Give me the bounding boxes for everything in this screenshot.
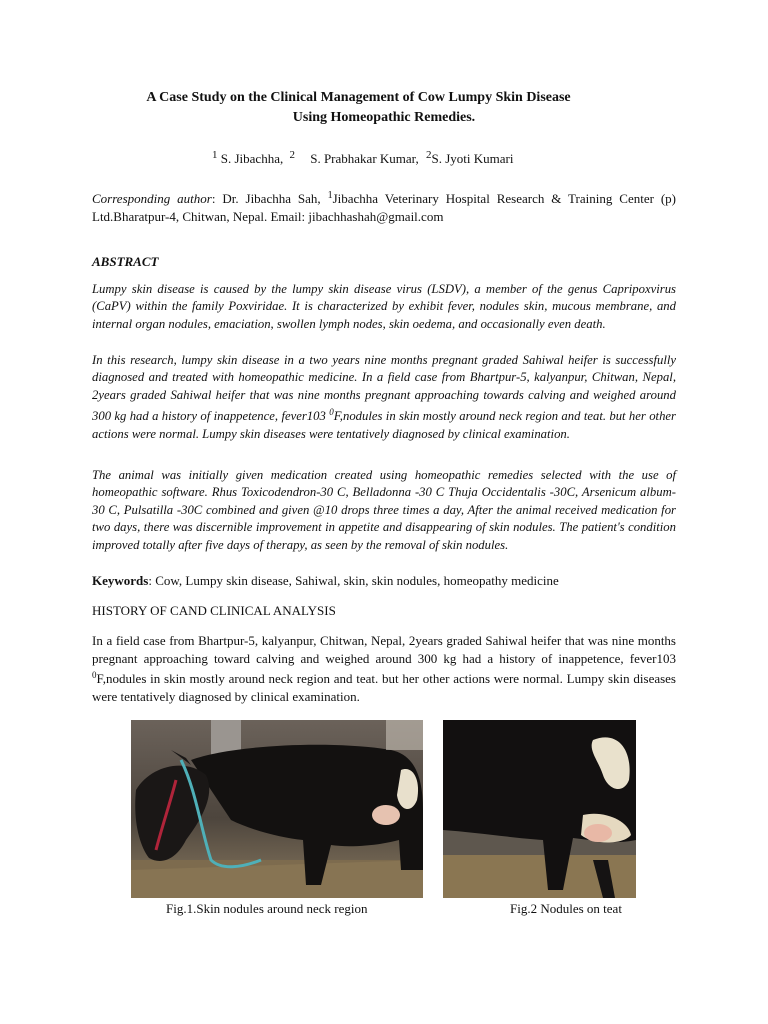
figure-2-caption: Fig.2 Nodules on teat [510, 901, 622, 916]
corresponding-affiliation: 1 [327, 190, 333, 201]
corresponding-author [92, 187, 676, 226]
keywords-label: Keywords [92, 573, 149, 588]
history-text-b: F,nodules in skin mostly around neck region and teat. but her other actions were normal. Lumpy skin diseases were tentatively diagnosed by clinical examination. [92, 671, 676, 704]
abstract-paragraph-1: Lumpy skin disease is caused by the lumpy skin disease virus (LSDV), a member of the genus Capripoxvirus (CaPV) within the family Poxviridae. It is characterized by exhibit fever, nodules skin, mucous membrane, and internal organ nodules, emaciation, swollen lymph nodes, skin oedema, and occasionally even death. [92, 282, 676, 331]
degree-sup: 0 [329, 407, 334, 418]
keywords [92, 572, 559, 590]
abstract-p2-text-b: F,nodules in skin mostly around neck region and teat. but her other actions were normal. Lumpy skin diseases were tentatively diagnosed by clinical examination. [92, 409, 676, 441]
history-heading: HISTORY OF CAND CLINICAL ANALYSIS [92, 603, 336, 618]
corresponding-text-a: : Dr. Jibachha Sah, [211, 191, 328, 206]
figure-1-caption: Fig.1.Skin nodules around neck region [166, 901, 368, 916]
author-list [212, 146, 513, 168]
title-line-1: A Case Study on the Clinical Management of Cow Lumpy Skin Disease [146, 90, 571, 105]
cow-neck-photo-illustration [131, 720, 423, 898]
author-3-affiliation: 2 [425, 149, 432, 161]
history-text-a: In a field case from Bhartpur-5, kalyanpur, Chitwan, Nepal, 2years graded Sahiwal heifer that was nine months pregnant approaching toward calving and weighed around 300 kg had a history of inappetence, fever103 [92, 633, 676, 666]
title-line-2: Using Homeopathic Remedies. [292, 110, 476, 125]
author-3-name: S. Jyoti Kumari [431, 151, 514, 166]
author-2-name: S. Prabhakar Kumar, [310, 151, 419, 166]
abstract-p2-text-a: In this research, lumpy skin disease in a two years nine months pregnant graded Sahiwal heifer is successfully diagnosed and treated with homeopathic medicine. In a field case from Bhartpur-5, kalyanpur, Chitwan, Nepal, 2years graded Sahiwal heifer that was nine months pregnant approaching towards calving and weighed around 300 kg had a history of inappetence, fever103 [92, 353, 676, 424]
corresponding-label: Corresponding author [92, 191, 212, 206]
figure-2-photo [443, 720, 636, 898]
degree-sup: 0 [92, 670, 97, 681]
author-2-affiliation: 2 [289, 149, 295, 161]
keywords-text: : Cow, Lumpy skin disease, Sahiwal, skin, skin nodules, homeopathy medicine [148, 573, 559, 588]
paper-title [92, 88, 676, 128]
abstract-paragraph-3: The animal was initially given medication created using homeopathic remedies selected with the use of homeopathic software. Rhus Toxicodendron-30 C, Belladonna -30 C Thuja Occidentalis -30C, Arsenicum album- 30 C, Pulsatilla -30C combined and given @10 drops three times a day, After the animal received medication for two days, there was discernible improvement in appetite and disappearing of skin nodules. The patient's condition improved totally after five days of therapy, as seen by the removal of skin nodules. [92, 468, 676, 552]
figure-1-photo [131, 720, 423, 898]
author-1-name: S. Jibachha, [220, 151, 284, 166]
abstract-paragraph-2 [92, 352, 676, 443]
history-paragraph [92, 632, 676, 705]
author-1-affiliation: 1 [212, 149, 218, 161]
abstract-heading: ABSTRACT [92, 254, 159, 269]
cow-teat-photo-illustration [443, 720, 636, 898]
corresponding-text-b: Jibachha Veterinary Hospital Research & Training Center (p) Ltd.Bharatpur-4, Chitwan, Nepal. Email: jibachhashah@gmail.com [92, 191, 676, 224]
